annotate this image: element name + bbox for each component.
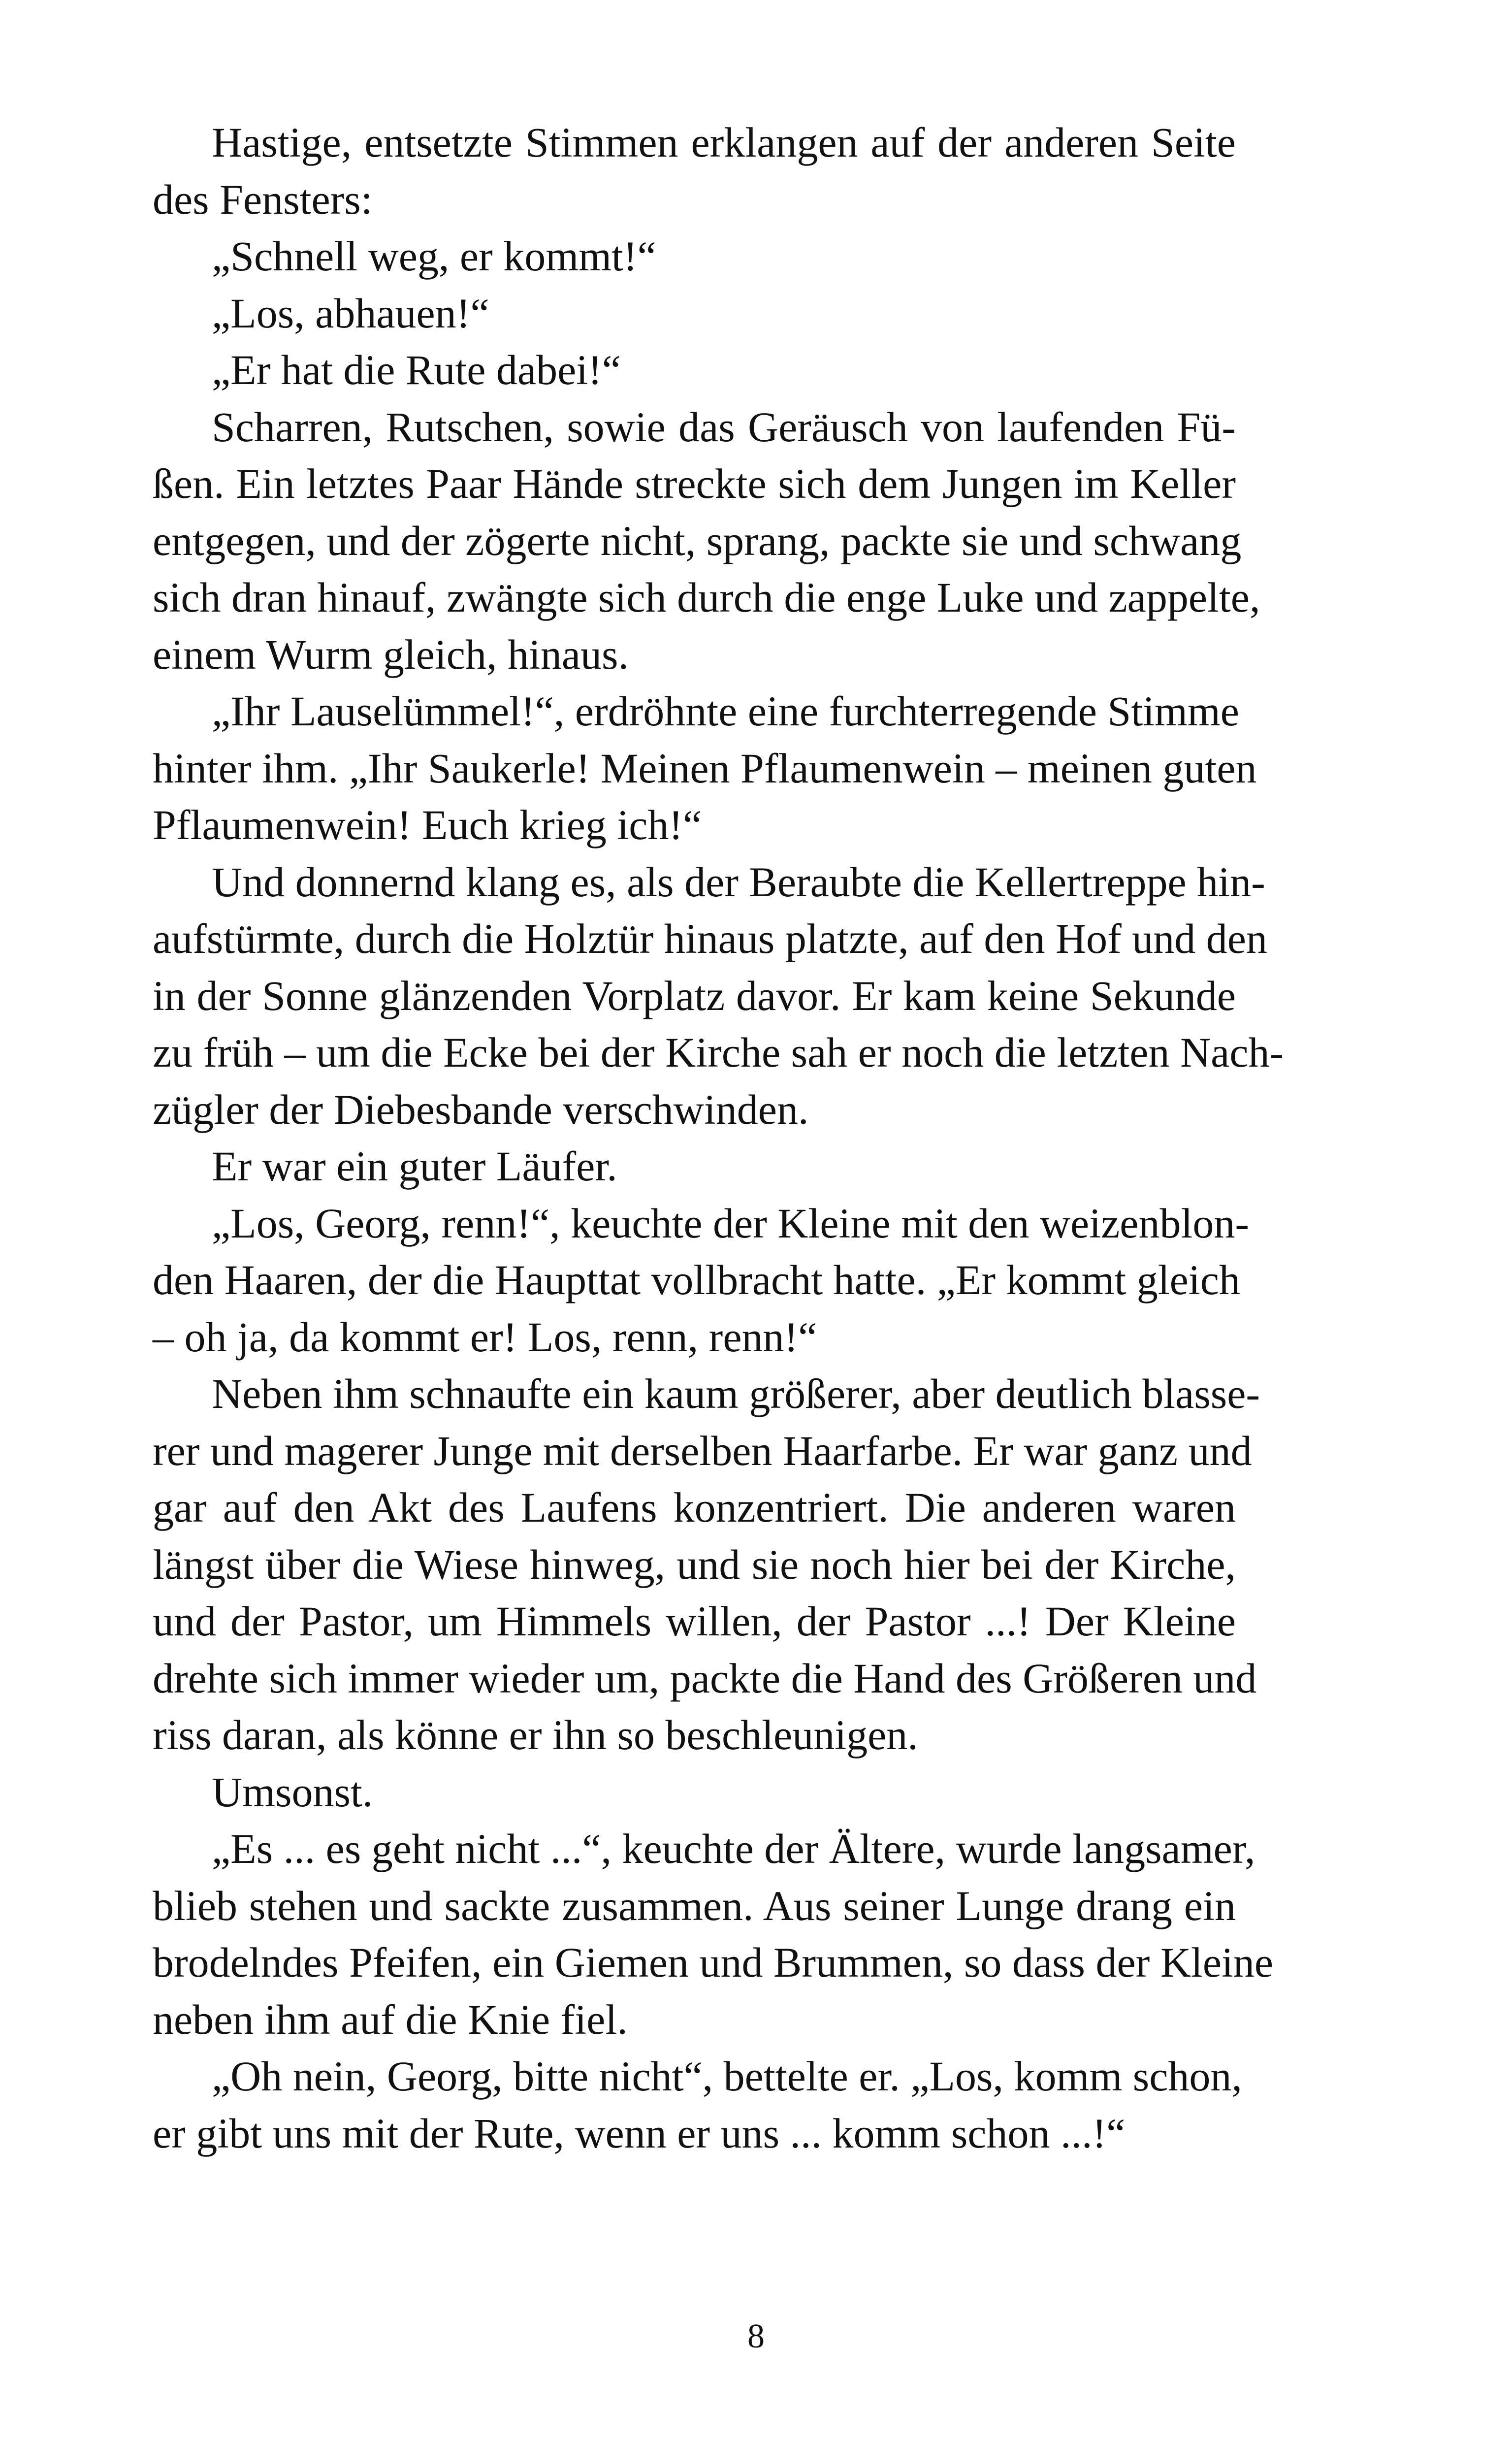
text-line: sich dran hinauf, zwängte sich durch die enge Luke und zappelte,: [153, 574, 1260, 621]
text-line: ßen. Ein letztes Paar Hände streckte sich dem Jungen im Keller: [153, 460, 1236, 507]
text-line: – oh ja, da kommt er! Los, renn, renn!“: [153, 1313, 817, 1361]
text-line: „Los, abhauen!“: [212, 289, 489, 337]
text-line: Scharren, Rutschen, sowie das Geräusch von laufenden Fü-: [212, 403, 1236, 451]
text-line: Er war ein guter Läufer.: [212, 1142, 617, 1190]
text-line: riss daran, als könne er ihn so beschleunigen.: [153, 1711, 918, 1759]
text-line: „Los, Georg, renn!“, keuchte der Kleine mit den weizenblon-: [212, 1199, 1249, 1247]
text-line: Und donnernd klang es, als der Beraubte die Kellertreppe hin-: [212, 858, 1265, 906]
text-line: rer und magerer Junge mit derselben Haarfarbe. Er war ganz und: [153, 1427, 1252, 1474]
text-line: „Oh nein, Georg, bitte nicht“, bettelte er. „Los, komm schon,: [212, 2052, 1242, 2100]
text-line: und der Pastor, um Himmels willen, der Pastor ...! Der Kleine: [153, 1597, 1236, 1645]
text-line: „Schnell weg, er kommt!“: [212, 232, 656, 280]
body-text: [153, 114, 1284, 2162]
text-line: neben ihm auf die Knie fiel.: [153, 1995, 628, 2043]
text-line: er gibt uns mit der Rute, wenn er uns ... komm schon ...!“: [153, 2109, 1126, 2157]
text-line: aufstürmte, durch die Holztür hinaus platzte, auf den Hof und den: [153, 915, 1267, 962]
text-line: einem Wurm gleich, hinaus.: [153, 630, 629, 678]
page-number: 8: [747, 2317, 765, 2355]
text-line: blieb stehen und sackte zusammen. Aus seiner Lunge drang ein: [153, 1882, 1236, 1929]
text-line: Umsonst.: [212, 1768, 373, 1816]
text-line: zügler der Diebesbande verschwinden.: [153, 1085, 809, 1133]
text-line: „Ihr Lauselümmel!“, erdröhnte eine furchterregende Stimme: [212, 687, 1239, 735]
text-line: zu früh – um die Ecke bei der Kirche sah er noch die letzten Nach-: [153, 1029, 1284, 1076]
text-line: Hastige, entsetzte Stimmen erklangen auf der anderen Seite: [212, 119, 1236, 166]
text-line: in der Sonne glänzenden Vorplatz davor. Er kam keine Sekunde: [153, 972, 1236, 1019]
text-line: längst über die Wiese hinweg, und sie noch hier bei der Kirche,: [153, 1540, 1236, 1588]
text-line: den Haaren, der die Haupttat vollbracht hatte. „Er kommt gleich: [153, 1256, 1240, 1303]
text-line: entgegen, und der zögerte nicht, sprang, packte sie und schwang: [153, 517, 1242, 564]
text-line: drehte sich immer wieder um, packte die Hand des Größeren und: [153, 1654, 1257, 1702]
text-line: brodelndes Pfeifen, ein Giemen und Brummen, so dass der Kleine: [153, 1939, 1274, 1986]
text-line: gar auf den Akt des Laufens konzentriert. Die anderen waren: [153, 1484, 1236, 1531]
text-line: „Er hat die Rute dabei!“: [212, 346, 621, 393]
text-line: des Fensters:: [153, 175, 373, 223]
text-line: Pflaumenwein! Euch krieg ich!“: [153, 801, 702, 848]
text-line: Neben ihm schnaufte ein kaum größerer, aber deutlich blasse-: [212, 1370, 1260, 1417]
text-line: hinter ihm. „Ihr Saukerle! Meinen Pflaumenwein – meinen guten: [153, 744, 1257, 792]
text-line: „Es ... es geht nicht ...“, keuchte der Ältere, wurde langsamer,: [212, 1825, 1255, 1872]
